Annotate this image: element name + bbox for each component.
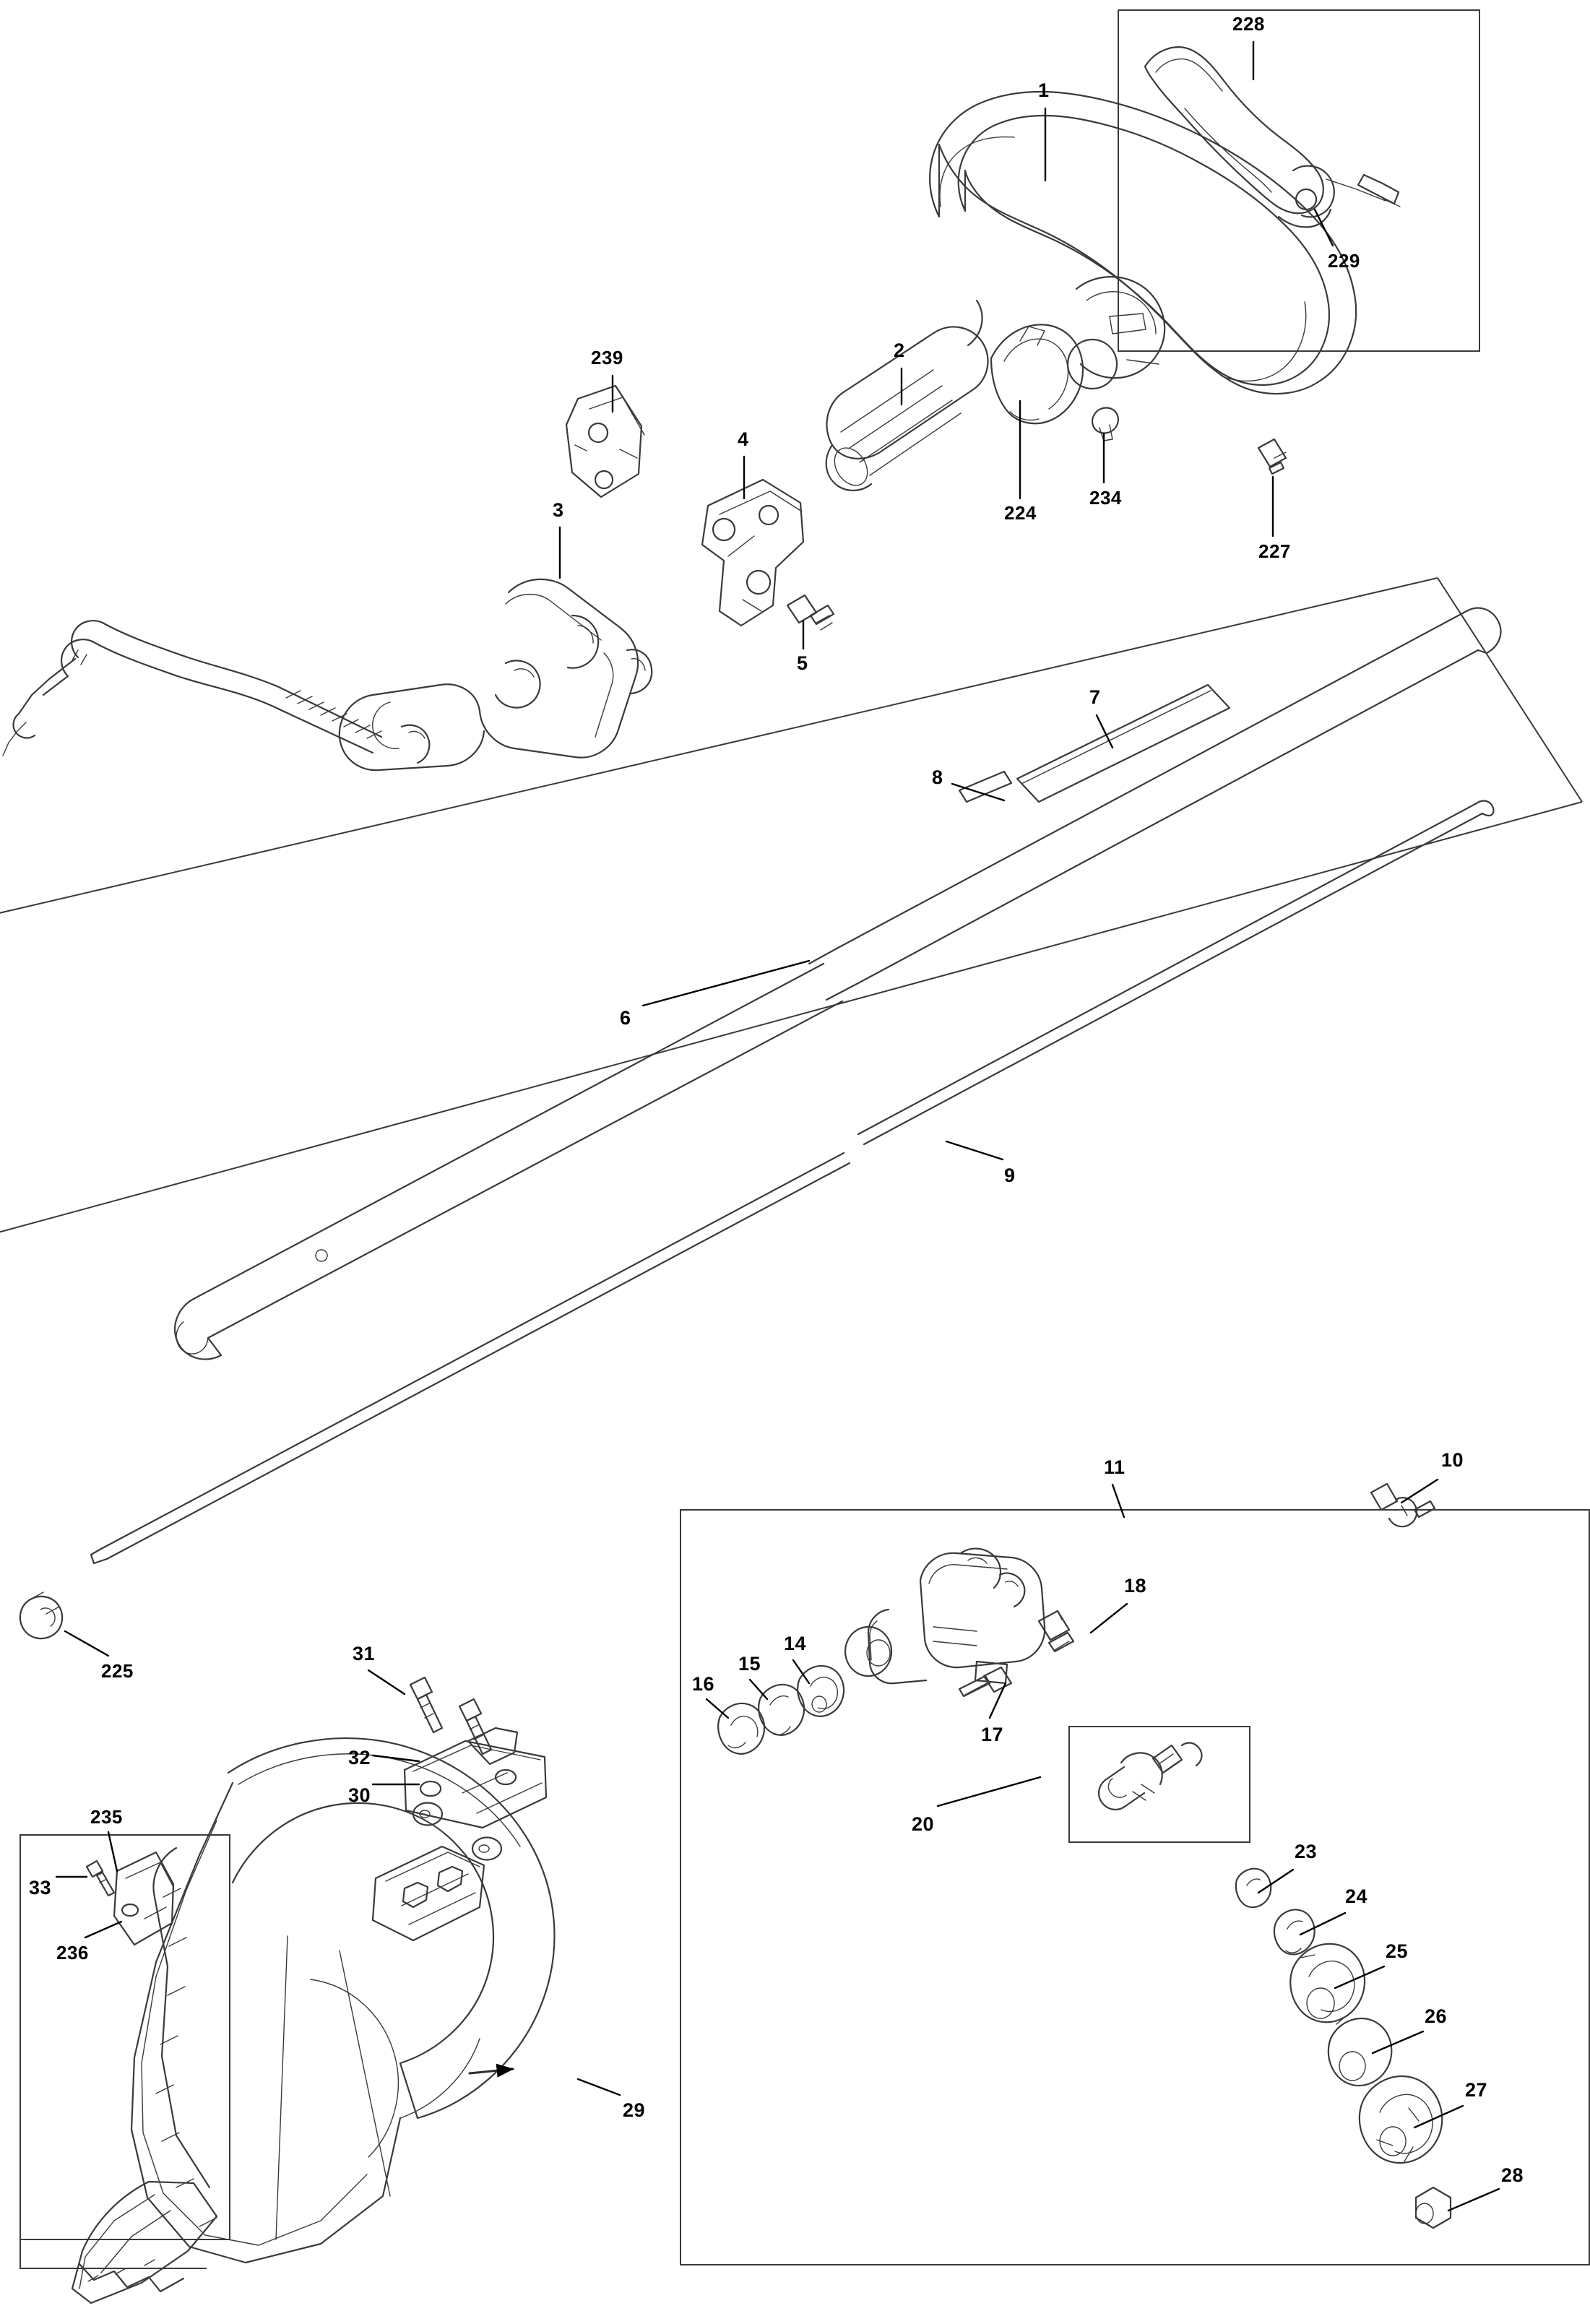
part-28-nut [1416, 2187, 1451, 2228]
part-32-mount-bracket [405, 1728, 546, 1828]
part-30-washer [413, 1803, 501, 1860]
callout-4: 4 [738, 428, 749, 450]
callout-9: 9 [1004, 1165, 1016, 1186]
callout-229: 229 [1328, 250, 1360, 272]
callout-31: 31 [353, 1643, 376, 1664]
leader-line-27 [1414, 2106, 1463, 2128]
guard-lower-extension [20, 2066, 217, 2303]
part-7-decal [1017, 685, 1230, 802]
callout-7: 7 [1089, 686, 1101, 708]
leader-line-18 [1091, 1604, 1127, 1633]
leader-line-6 [643, 961, 809, 1006]
callout-25: 25 [1386, 1940, 1409, 1962]
part-9-drive-shaft [91, 801, 1493, 1563]
callout-18: 18 [1124, 1575, 1147, 1597]
leader-line-16 [707, 1699, 728, 1718]
leader-line-229 [1315, 209, 1333, 246]
part-26-washer [1328, 2018, 1391, 2086]
leader-line-10 [1401, 1480, 1438, 1503]
leader-line-236 [85, 1922, 121, 1938]
detail-box-33-frame [20, 1835, 230, 2239]
callout-235: 235 [90, 1806, 123, 1828]
callout-20: 20 [912, 1813, 935, 1835]
part-25-drum [1290, 1944, 1365, 2024]
callout-5: 5 [797, 652, 808, 674]
callout-17: 17 [981, 1724, 1004, 1745]
leader-line-9 [946, 1141, 1003, 1159]
part-10-bolt [1371, 1484, 1435, 1526]
detail-box-228-frame [1118, 10, 1479, 351]
callout-3: 3 [553, 499, 564, 521]
part-31-bolt [410, 1677, 442, 1732]
callout-15: 15 [738, 1653, 761, 1675]
callout-224: 224 [1004, 502, 1037, 524]
callout-225: 225 [101, 1660, 134, 1682]
part-4-clamp-bracket [702, 480, 803, 626]
leader-line-235 [108, 1832, 117, 1871]
leader-line-32 [373, 1755, 419, 1761]
leader-line-28 [1448, 2189, 1499, 2211]
leader-line-225 [65, 1631, 108, 1656]
callout-24: 24 [1345, 1885, 1368, 1907]
part-33-screw [87, 1861, 114, 1896]
part-24-retainer [1274, 1910, 1315, 1955]
part-225-bushing [20, 1592, 62, 1638]
part-6-shaft-tube [175, 608, 1500, 1360]
part-11-gear-case [845, 1549, 1045, 1684]
callout-14: 14 [784, 1633, 807, 1654]
callout-2: 2 [894, 340, 905, 361]
callout-32: 32 [348, 1747, 371, 1768]
part-20-pinion [1099, 1743, 1201, 1810]
callout-239: 239 [591, 347, 623, 368]
part-235-236-bracket [114, 1852, 173, 1945]
part-5-bolt [787, 595, 834, 630]
part-2-handle-grip [826, 301, 988, 491]
callout-28: 28 [1501, 2164, 1524, 2186]
part-239-bracket [566, 386, 644, 497]
callout-16: 16 [692, 1673, 715, 1695]
part-1-loop-handle [930, 92, 1356, 474]
part-228-throttle-lever [1145, 47, 1400, 227]
callout-23: 23 [1295, 1841, 1318, 1862]
callout-8: 8 [932, 766, 943, 788]
leader-line-31 [368, 1670, 405, 1694]
callout-29: 29 [623, 2099, 646, 2121]
leader-line-25 [1335, 1966, 1384, 1988]
callout-1: 1 [1038, 79, 1050, 101]
leader-line-20 [938, 1777, 1040, 1806]
callout-6: 6 [620, 1007, 631, 1029]
callout-234: 234 [1089, 487, 1122, 509]
callout-227: 227 [1258, 540, 1291, 562]
callout-10: 10 [1441, 1449, 1464, 1471]
part-234-pin [1092, 408, 1118, 441]
part-3-throttle-housing [3, 579, 652, 770]
callout-11: 11 [1104, 1456, 1125, 1478]
detail-box-11-frame [680, 1510, 1589, 2265]
leader-lines [56, 42, 1499, 2211]
leader-line-23 [1258, 1870, 1293, 1893]
leader-line-11 [1112, 1485, 1124, 1517]
callout-26: 26 [1425, 2005, 1448, 2027]
callout-228: 228 [1232, 13, 1265, 35]
callout-236: 236 [56, 1942, 89, 1964]
part-8-small-decal [959, 772, 1011, 802]
part-27-holder [1360, 2076, 1442, 2163]
callout-30: 30 [348, 1784, 371, 1806]
callout-27: 27 [1465, 2079, 1488, 2101]
callout-33: 33 [29, 1877, 52, 1898]
leader-line-29 [578, 2079, 620, 2095]
leader-line-15 [750, 1680, 767, 1699]
leader-line-24 [1300, 1913, 1345, 1935]
part-16-washer [718, 1703, 764, 1754]
leader-line-26 [1373, 2031, 1423, 2053]
